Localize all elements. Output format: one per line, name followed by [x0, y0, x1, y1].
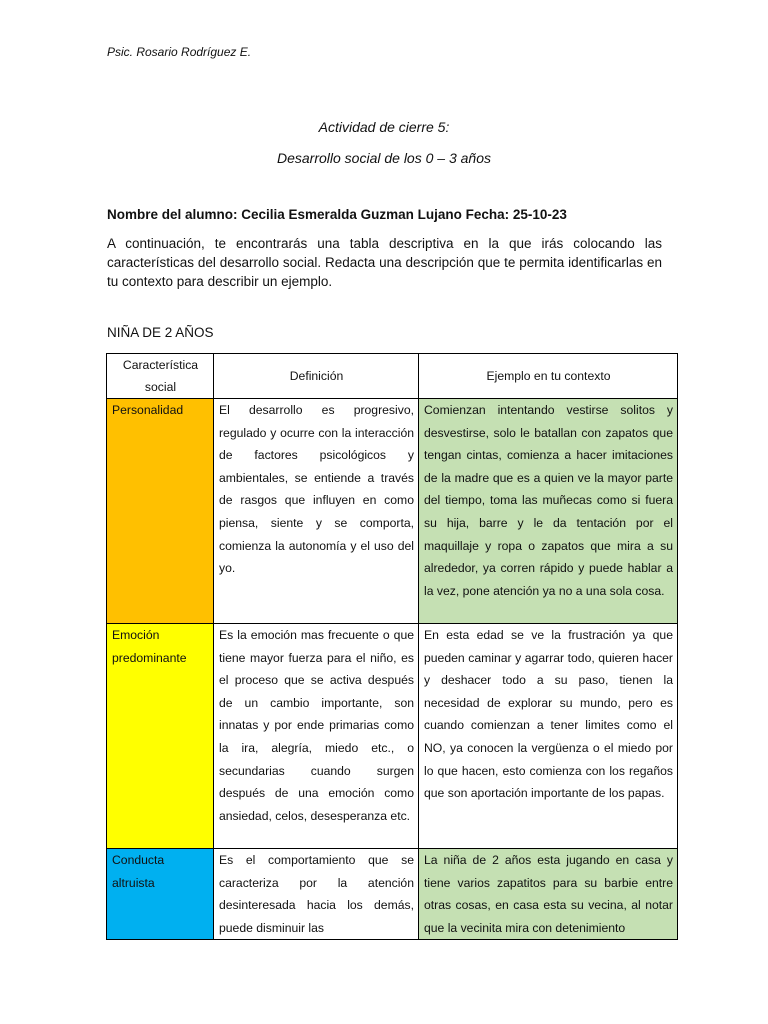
section-title: NIÑA DE 2 AÑOS	[107, 325, 214, 340]
intro-paragraph: A continuación, te encontrarás una tabla descriptiva en la que irás colocando las características del desarrollo social. Redacta una descripción que te permita identificarlas en tu contexto para describir un ejemplo.	[107, 236, 662, 289]
table-row	[107, 624, 678, 849]
definition-cell: Es el comportamiento que se caracteriza por la atención desinteresada hacia los demás, puede disminuir las	[214, 849, 419, 940]
definition-cell: Es la emoción mas frecuente o que tiene mayor fuerza para el niño, es el proceso que se activa después de un cambio importante, son innatas y por ende primarias como la ira, alegría, miedo etc., o secundarias cuando surgen después de una emoción como ansiedad, celos, desesperanza etc.	[214, 624, 419, 849]
table-row	[107, 849, 678, 940]
activity-title: Actividad de cierre 5:	[318, 119, 450, 135]
characteristic-cell: Emoción predominante	[107, 624, 214, 849]
example-cell: En esta edad se ve la frustración ya que pueden caminar y agarrar todo, quieren hacer y deshacer todo a su paso, tienen la necesidad de explorar su mundo, pero es cuando comienzan a tener limites como el NO, ya conocen la vergüenza o el miedo por lo que hacen, esto comienza con los regaños que son aportación importante de los papas.	[419, 624, 678, 849]
activity-subtitle: Desarrollo social de los 0 – 3 años	[276, 150, 491, 166]
example-cell: La niña de 2 años esta jugando en casa y tiene varios zapatitos para su barbie entre otras cosas, en casa esta su vecina, al notar que la vecinita mira con detenimiento	[419, 849, 678, 940]
characteristic-cell: Conducta altruista	[107, 849, 214, 940]
header-characteristic: Característica social	[107, 354, 214, 399]
definition-cell: El desarrollo es progresivo, regulado y ocurre con la interacción de factores psicológicos y ambientales, se entiende a través de rasgos que influyen en como piensa, siente y se comporta, comienza la autonomía y el uso del yo.	[214, 399, 419, 624]
header-example: Ejemplo en tu contexto	[419, 354, 678, 399]
student-name-line: Nombre del alumno: Cecilia Esmeralda Guzman Lujano Fecha: 25-10-23	[107, 207, 567, 222]
table-row	[107, 399, 678, 624]
header-author: Psic. Rosario Rodríguez E.	[107, 45, 252, 59]
header-definition: Definición	[214, 354, 419, 399]
table-header-row	[107, 354, 678, 399]
social-development-table	[106, 353, 678, 940]
characteristic-cell: Personalidad	[107, 399, 214, 624]
example-cell: Comienzan intentando vestirse solitos y desvestirse, solo le batallan con zapatos que tengan cintas, comienza a hacer imitaciones de la madre que es a quien ve la mayor parte del tiempo, toma las muñecas como si fuera su hija, barre y le da tentación por el maquillaje y ropa o zapatos que mira a su alrededor, ya corren rápido y puede hablar a la vez, pone atención ya no a una sola cosa.	[419, 399, 678, 624]
